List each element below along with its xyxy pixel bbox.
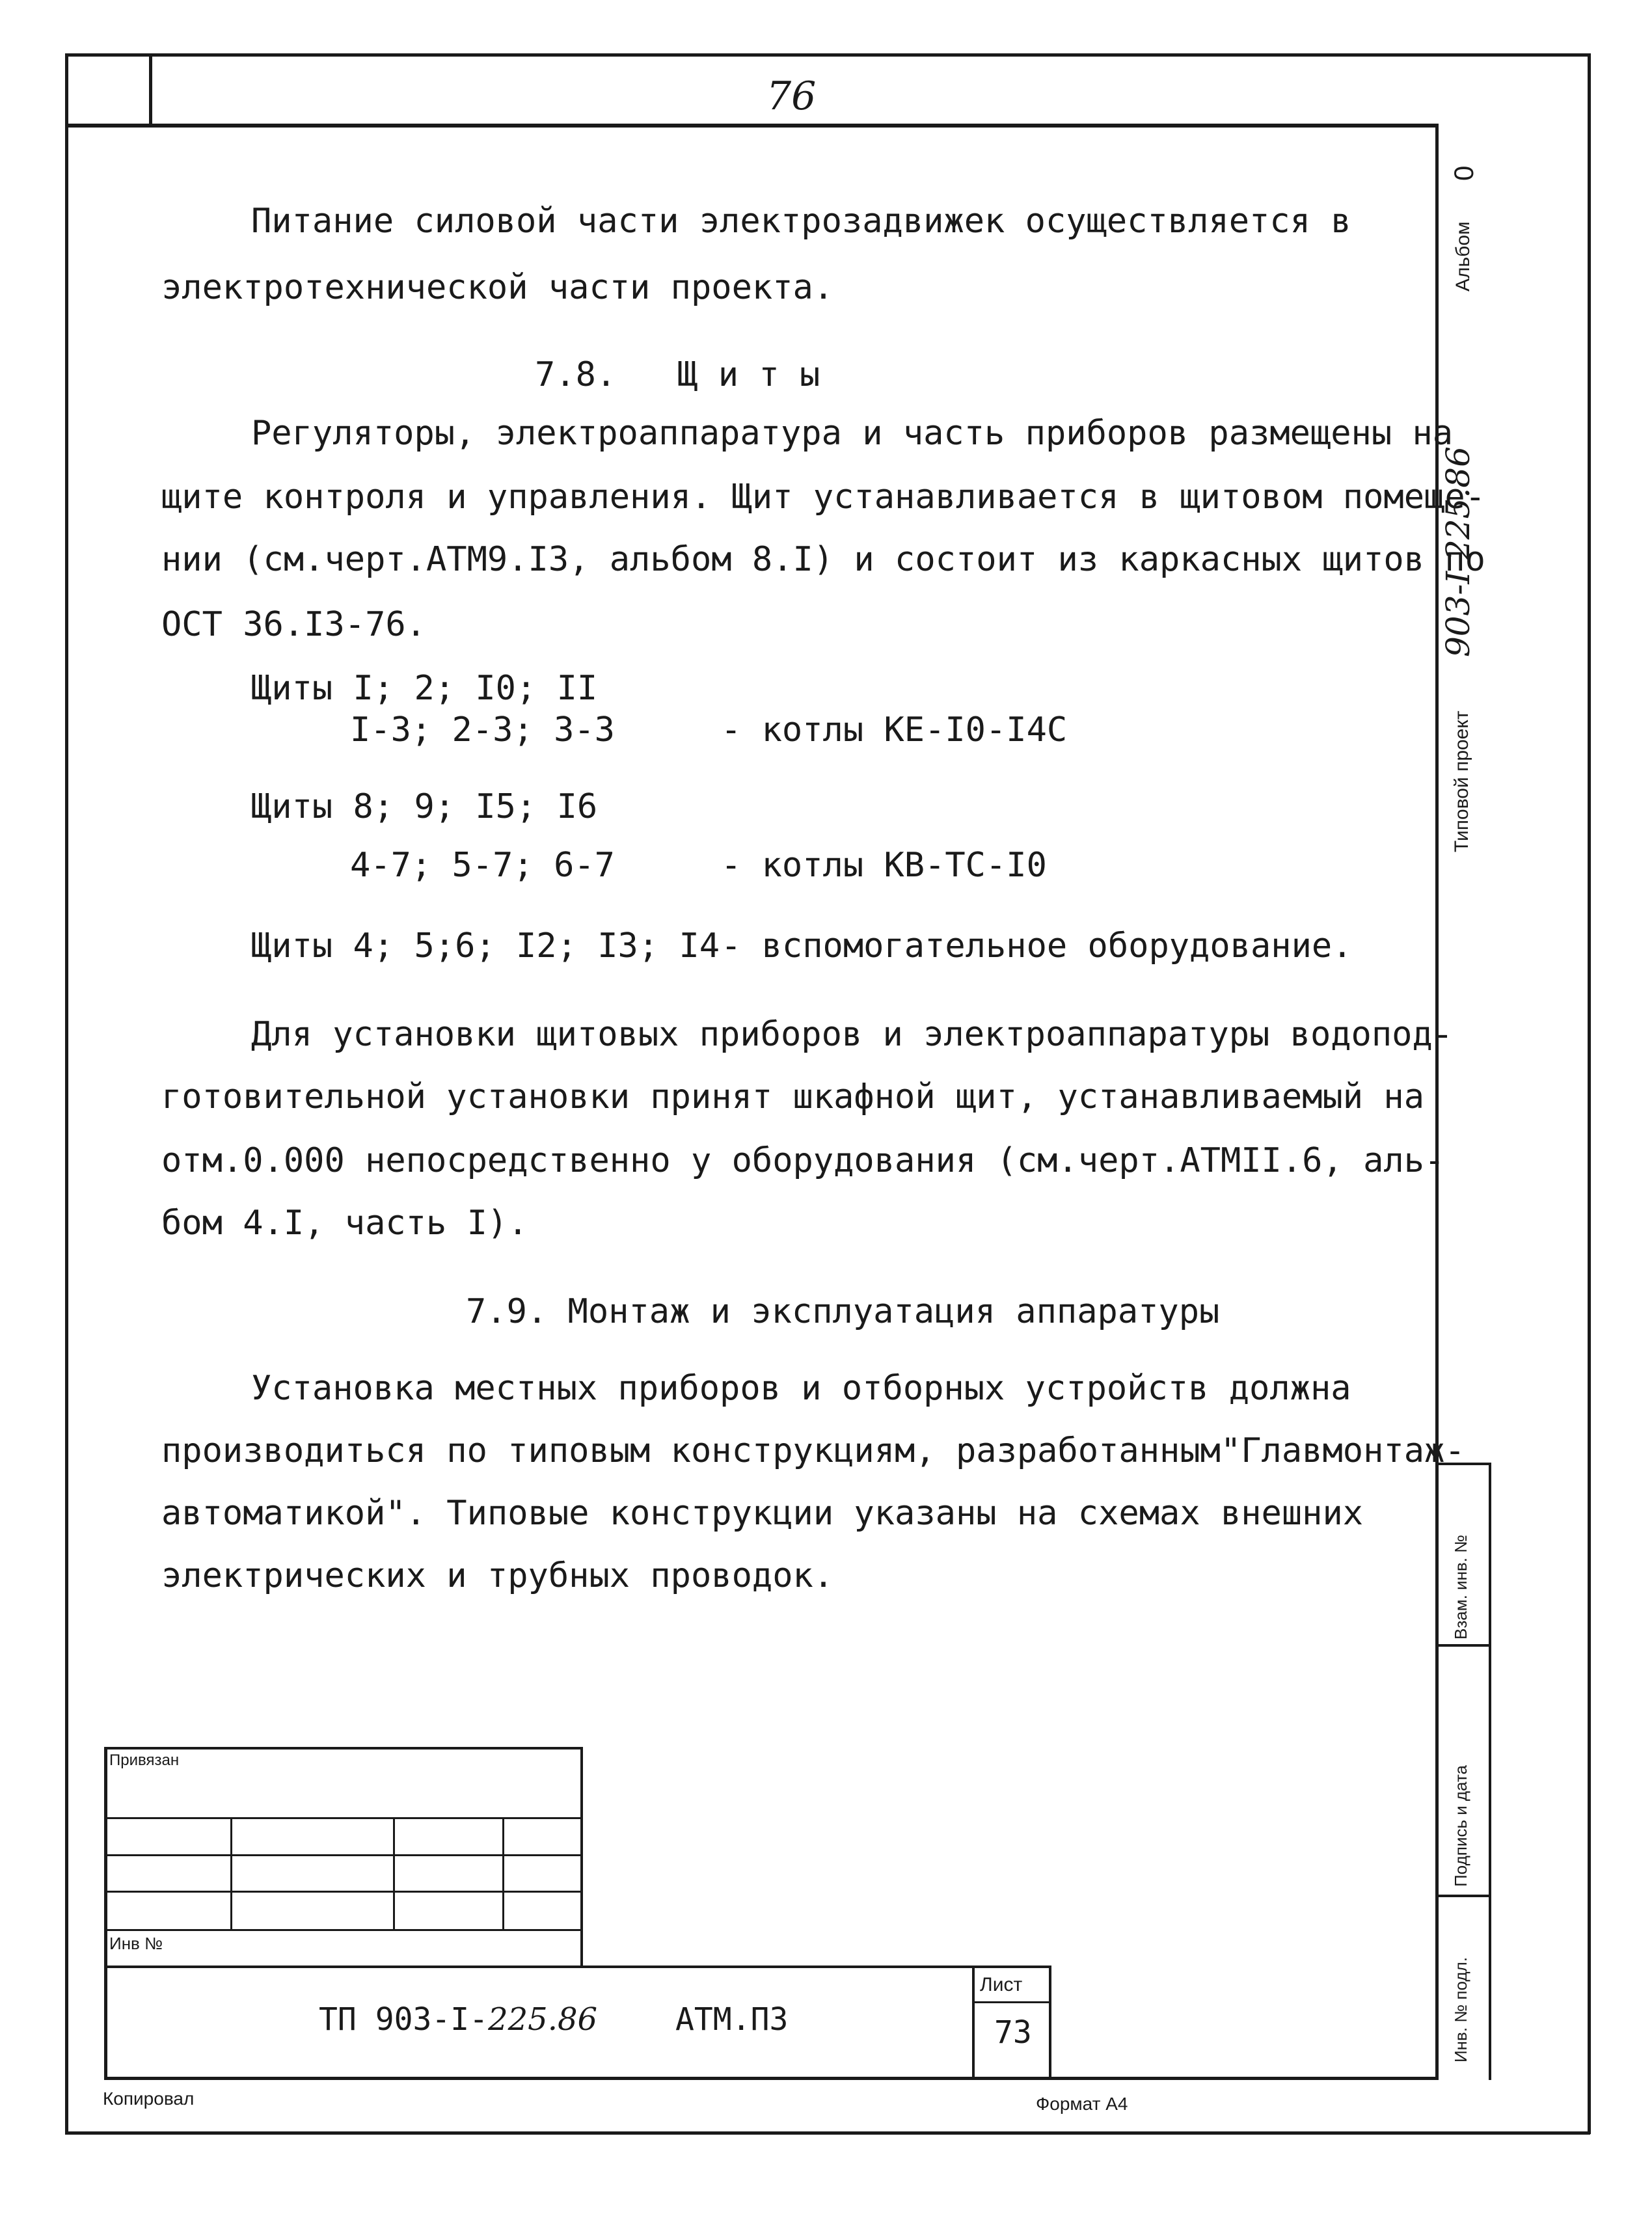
paragraph-2-line-1: Регуляторы, электроаппаратура и часть приборов размещены на (251, 414, 1454, 453)
copied-label: Копировал (103, 2088, 195, 2109)
document-suffix: АТМ.ПЗ (675, 2001, 789, 2038)
paragraph-1-line-1: Питание силовой части электрозадвижек осуществляется в (251, 202, 1351, 241)
paragraph-2-line-2: щите контроля и управления. Щит устанавливается в щитовом помеще- (161, 478, 1485, 517)
paragraph-4-line-3: автоматикой". Типовые конструкции указаны на схемах внешних (161, 1494, 1364, 1533)
project-label: Типовой проект (1451, 710, 1472, 852)
section-7-9-title: 7.9. Монтаж и эксплуатация аппаратуры (466, 1292, 1220, 1331)
paragraph-2-line-4: ОСТ 36.I3-76. (161, 605, 426, 644)
shields-list-2-line-1: Щиты 8; 9; I5; I6 (251, 787, 598, 826)
paragraph-2-line-3: нии (см.черт.АТМ9.I3, альбом 8.I) и состоит из каркасных щитов по (161, 540, 1485, 579)
album-value: 0 (1448, 165, 1479, 181)
shields-list-3-desc: - вспомогательное оборудование. (721, 926, 1353, 966)
shields-list-1-desc: - котлы КЕ-I0-I4С (721, 710, 1068, 750)
shields-list-2-desc: - котлы КВ-ТС-I0 (721, 846, 1047, 885)
paragraph-1-line-2: электротехнической части проекта. (161, 268, 834, 307)
page-number: 76 (766, 74, 817, 119)
paragraph-3-line-3: отм.0.000 непосредственно у оборудования (см.черт.АТМII.6, аль- (161, 1141, 1445, 1180)
album-label: Альбом (1452, 221, 1474, 291)
shields-list-1-line-1: Щиты I; 2; I0; II (251, 669, 598, 708)
sheet-label: Лист (980, 1974, 1023, 1995)
sheet-value: 73 (994, 2014, 1032, 2051)
shields-list-1-line-2: I-3; 2-3; 3-3 (350, 710, 615, 750)
paragraph-3-line-2: готовительной установки принят шкафной щит, устанавливаемый на (161, 1077, 1425, 1116)
document-code-prefix: ТП 903-I- (319, 2001, 489, 2038)
format-label: Формат А4 (1036, 2094, 1128, 2114)
project-value: 903-I-225.86 (1439, 446, 1477, 657)
privyazan-label: Привязан (109, 1751, 180, 1769)
document-code (319, 2001, 598, 2038)
paragraph-3-line-4: бом 4.I, часть I). (161, 1204, 528, 1243)
paragraph-4-line-2: производиться по типовым конструкциям, разработанным"Главмонтаж- (161, 1431, 1465, 1470)
inv-no-label: Инв № (109, 1934, 163, 1953)
section-7-8-title: 7.8. Щ и т ы (535, 355, 820, 394)
inv-podl-label: Инв. № подл. (1451, 1957, 1470, 2062)
paragraph-4-line-1: Установка местных приборов и отборных устройств должна (251, 1369, 1351, 1408)
document-code-hand: 225.86 (488, 2001, 598, 2038)
vzam-inv-label: Взам. инв. № (1451, 1534, 1470, 1640)
podpis-date-label: Подпись и дата (1451, 1764, 1470, 1887)
paragraph-4-line-4: электрических и трубных проводок. (161, 1556, 834, 1595)
shields-list-2-line-2: 4-7; 5-7; 6-7 (350, 846, 615, 885)
shields-list-3-line-1: Щиты 4; 5;6; I2; I3; I4 (251, 926, 720, 966)
paragraph-3-line-1: Для установки щитовых приборов и электроаппаратуры водопод- (251, 1015, 1454, 1054)
